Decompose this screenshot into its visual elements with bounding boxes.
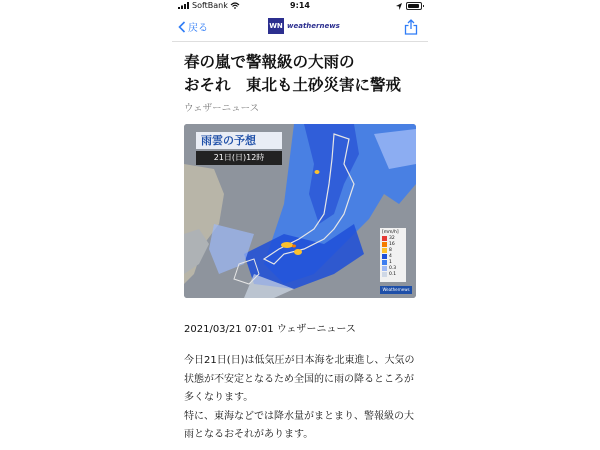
body-paragraph-2: 特に、東海などでは降水量がまとまり、警報級の大雨となるおそれがあります。 <box>184 410 414 440</box>
map-source-badge: Weathernews <box>380 286 412 294</box>
back-label: 戻る <box>188 23 208 34</box>
article-source: ウェザーニュース <box>184 103 260 114</box>
map-title: 雨雲の予想 <box>196 132 282 149</box>
legend-label: 0.3 <box>389 265 397 271</box>
battery-icon <box>406 2 422 10</box>
legend-label: 16 <box>389 241 395 247</box>
legend-swatch <box>382 248 387 253</box>
status-bar <box>172 0 428 13</box>
article-body <box>184 352 418 445</box>
body-paragraph-1: 今日21日(日)は低気圧が日本海を北東進し、大気の状態が不安定となるため全国的に雨の降るところが多くなります。 <box>184 355 415 403</box>
logo-mark: WN <box>268 18 284 34</box>
nav-bar <box>172 13 428 42</box>
legend-row <box>382 271 404 277</box>
legend-label: 1 <box>389 259 392 265</box>
legend-swatch <box>382 254 387 259</box>
headline-line-1: 春の嵐で警報級の大雨の <box>184 53 355 71</box>
legend-unit: [mm/h] <box>382 230 399 235</box>
logo-text: weathernews <box>287 22 340 30</box>
rain-cloud-forecast-map[interactable] <box>184 124 416 298</box>
legend-label: 8 <box>389 247 392 253</box>
legend-swatch <box>382 260 387 265</box>
chevron-left-icon <box>178 21 186 33</box>
weathernews-logo <box>268 18 340 34</box>
legend-swatch <box>382 272 387 277</box>
map-forecast-time: 21日(日)12時 <box>196 151 282 165</box>
clock: 9:14 <box>290 1 310 10</box>
carrier-name: SoftBank <box>192 1 228 10</box>
article-headline <box>184 51 420 97</box>
legend-label: 0.1 <box>389 271 397 277</box>
phone-screen <box>172 0 428 450</box>
legend-label: 32 <box>389 235 395 241</box>
status-icons <box>396 2 422 10</box>
legend-label: 4 <box>389 253 392 259</box>
location-arrow-icon <box>396 3 402 10</box>
legend-swatch <box>382 236 387 241</box>
legend-swatch <box>382 266 387 271</box>
back-button[interactable] <box>178 19 208 34</box>
precipitation-legend <box>380 228 406 282</box>
article-timestamp: 2021/03/21 07:01 ウェザーニュース <box>184 324 356 335</box>
share-icon[interactable] <box>404 19 418 35</box>
headline-line-2: おそれ 東北も土砂災害に警戒 <box>184 76 402 94</box>
legend-swatch <box>382 242 387 247</box>
